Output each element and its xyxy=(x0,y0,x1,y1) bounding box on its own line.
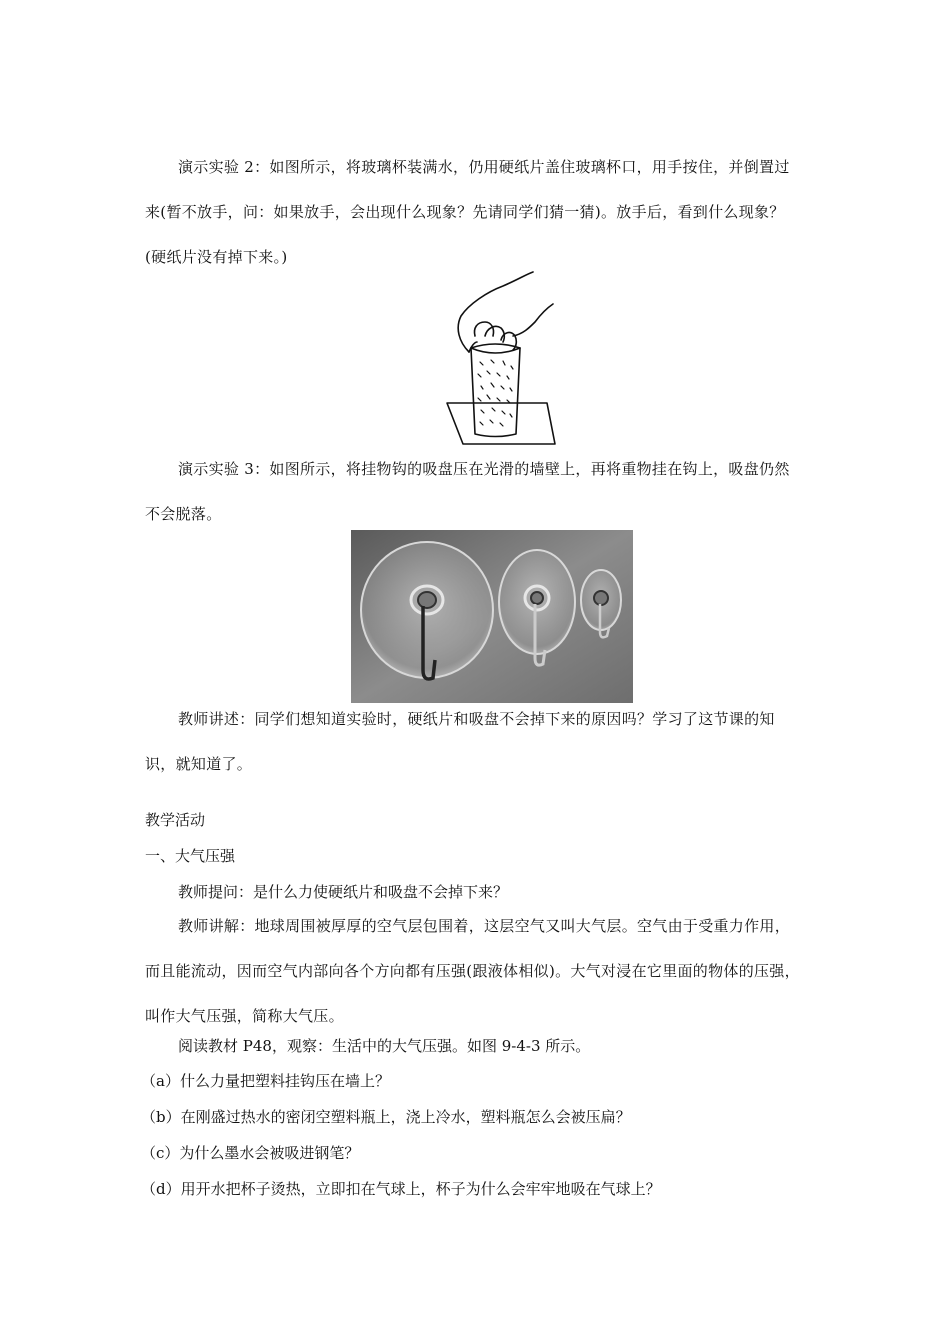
suction-cup-photo xyxy=(351,530,633,703)
question-b: （b）在刚盛过热水的密闭空塑料瓶上，浇上冷水，塑料瓶怎么会被压扁？ xyxy=(141,1108,631,1126)
subsection-heading: 一、大气压强 xyxy=(145,847,236,865)
large-suction-cup xyxy=(361,542,493,678)
question-a: （a）什么力量把塑料挂钩压在墙上？ xyxy=(141,1072,390,1090)
teacher-intro-paragraph: 教师讲述：同学们想知道实验时，硬纸片和吸盘不会掉下来的原因吗？学习了这节课的知识，就知道了。 xyxy=(145,710,775,773)
reading-instruction: 阅读教材 P48，观察：生活中的大气压强。如图 9-4-3 所示。 xyxy=(178,1037,591,1055)
teacher-explain-paragraph: 教师讲解：地球周围被厚厚的空气层包围着，这层空气又叫大气层。空气由于受重力作用，而且能流动，因而空气内部向各个方向都有压强(跟液体相似)。大气对浸在它里面的物体的压强，叫作大气压强，简称大气压。 xyxy=(145,917,800,1025)
question-c: （c）为什么墨水会被吸进钢笔？ xyxy=(141,1144,360,1162)
teacher-question: 教师提问：是什么力使硬纸片和吸盘不会掉下来？ xyxy=(178,883,509,901)
section-heading: 教学活动 xyxy=(145,811,206,829)
water-dashes xyxy=(478,360,513,426)
experiment2-paragraph: 演示实验 2：如图所示，将玻璃杯装满水，仍用硬纸片盖住玻璃杯口，用手按住，并倒置过来(暂不放手，问：如果放手，会出现什么现象？先请同学们猜一猜)。放手后，看到什么现象？(硬纸片没有掉下来。) xyxy=(145,158,790,266)
experiment3-paragraph: 演示实验 3：如图所示，将挂物钩的吸盘压在光滑的墙壁上，再将重物挂在钩上，吸盘仍然不会脱落。 xyxy=(145,460,790,523)
question-d: （d）用开水把杯子烫热，立即扣在气球上，杯子为什么会牢牢地吸在气球上？ xyxy=(141,1180,661,1198)
glass-shape xyxy=(471,344,520,437)
inverted-glass-figure xyxy=(425,270,565,450)
